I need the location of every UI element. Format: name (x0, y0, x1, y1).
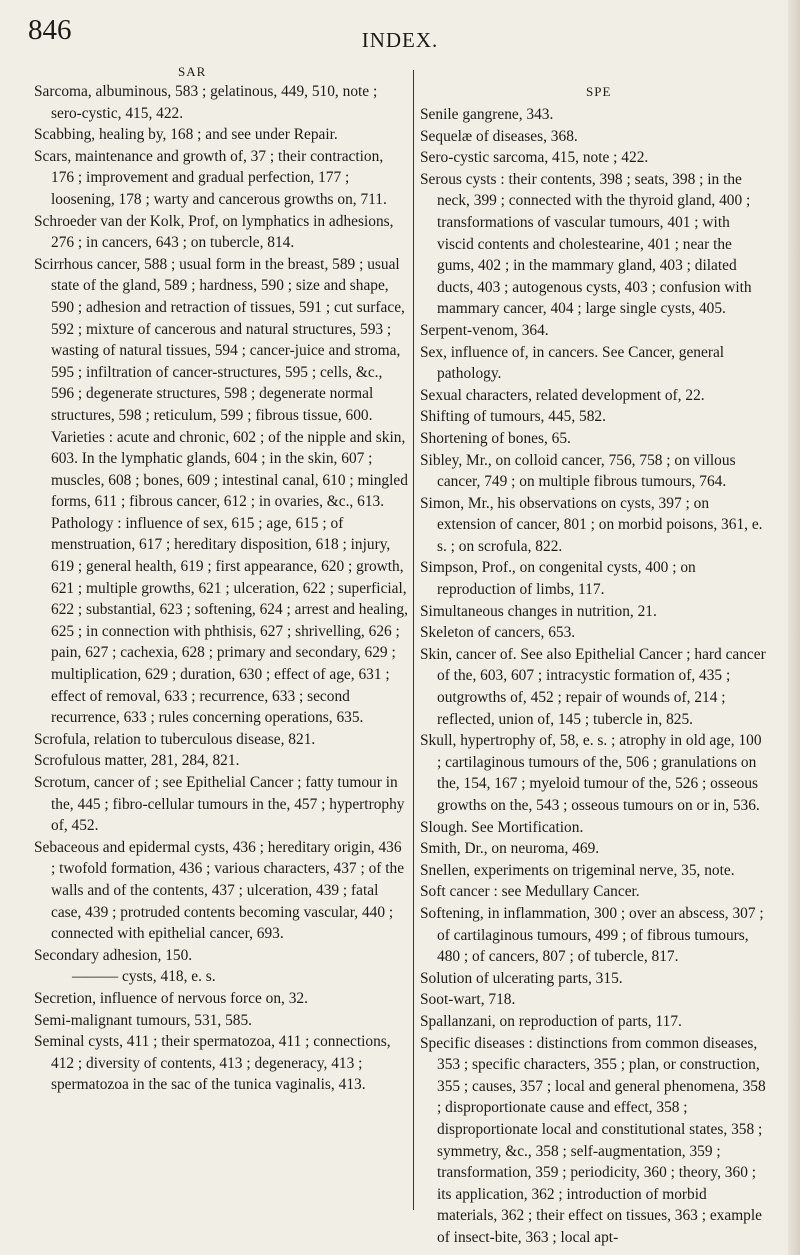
right-column (420, 104, 768, 1248)
index-entry: Sarcoma, albuminous, 583 ; gelatinous, 449, 510, note ; sero-cystic, 415, 422. (34, 83, 378, 122)
index-entry: Sexual characters, related development of, 22. (420, 386, 705, 404)
index-entry: Sero-cystic sarcoma, 415, note ; 422. (420, 149, 649, 167)
index-entry: Soot-wart, 718. (420, 991, 516, 1009)
left-column (34, 81, 408, 1096)
index-entry: Scrofulous matter, 281, 284, 821. (34, 752, 240, 770)
index-entry: Scars, maintenance and growth of, 37 ; their contraction, 176 ; improvement and gradual perfection, 177 ; loosening, 178 ; warty and cancerous growths on, 711. (34, 147, 387, 208)
index-entry: Secondary adhesion, 150. (34, 946, 193, 964)
index-entry: Scrotum, cancer of ; see Epithelial Cancer ; fatty tumour in the, 445 ; fibro-cellular tumours in the, 457 ; hypertrophy of, 452. (34, 774, 405, 835)
index-entry: Skeleton of cancers, 653. (420, 624, 576, 642)
index-entry: Spallanzani, on reproduction of parts, 117. (420, 1012, 682, 1030)
right-column-heading: SPE (586, 84, 612, 99)
index-entry: Schroeder van der Kolk, Prof, on lymphatics in adhesions, 276 ; in cancers, 643 ; on tubercle, 814. (34, 212, 394, 252)
index-entry: Specific diseases : distinctions from common diseases, 353 ; specific characters, 355 ; plan, or construction, 355 ; causes, 357 ; local and general phenomena, 358 ; disproportionate cause and effect, 358 ; disproportionate local and constitutional states, 358 ; symmetry, &c., 358 ; self-augmentation, 359 ; transformation, 359 ; periodicity, 360 ; theory, 360 ; its application, 362 ; introduction of morbid materials, 362 ; their effect on tissues, 363 ; example of insect-bite, 363 ; local apt- (420, 1034, 766, 1246)
column-divider (413, 70, 414, 1210)
page-title: INDEX. (361, 28, 439, 52)
index-entry: Shifting of tumours, 445, 582. (420, 408, 606, 426)
index-entry: Sibley, Mr., on colloid cancer, 756, 758 ; on villous cancer, 749 ; on multiple fibrous tumours, 764. (420, 451, 736, 491)
index-entry: Smith, Dr., on neuroma, 469. (420, 840, 600, 858)
index-entry: Simon, Mr., his observations on cysts, 397 ; on extension of cancer, 801 ; on morbid poisons, 361, e. s. ; on scrofula, 822. (420, 494, 763, 555)
index-entry: Sequelæ of diseases, 368. (420, 127, 578, 145)
index-entry: Skin, cancer of. See also Epithelial Cancer ; hard cancer of the, 603, 607 ; intracystic formation of, 435 ; outgrowths of, 452 ; repair of wounds of, 214 ; reflected, union of, 145 ; tubercle in, 825. (420, 645, 766, 728)
page-edge (788, 0, 800, 1255)
index-entry: Serpent-venom, 364. (420, 321, 549, 339)
index-entry: Scabbing, healing by, 168 ; and see under Repair. (34, 126, 338, 144)
index-entry: Scrofula, relation to tuberculous disease, 821. (34, 730, 316, 748)
index-entry: Seminal cysts, 411 ; their spermatozoa, 411 ; connections, 412 ; diversity of contents, 413 ; degeneracy, 413 ; spermatozoa in the sac of the tunica vaginalis, 413. (34, 1033, 391, 1094)
index-entry: Scirrhous cancer, 588 ; usual form in the breast, 589 ; usual state of the gland, 589 ; hardness, 590 ; size and shape, 590 ; adhesion and retraction of tissues, 591 ; cut surface, 592 ; mixture of cancerous and natural structures, 593 ; wasting of natural tissues, 594 ; cancer-juice and stroma, 595 ; infiltration of cancer-structures, 595 ; cells, &c., 596 ; degenerate structures, 598 ; degenerate normal structures, 598 ; reticulum, 599 ; fibrous tissue, 600. Varieties : acute and chronic, 602 ; of the nipple and skin, 603. In the lymphatic glands, 604 ; in the skin, 607 ; muscles, 608 ; bones, 609 ; intestinal canal, 610 ; mingled forms, 611 ; fibrous cancer, 612 ; in ovaries, &c., 613. Pathology : influence of sex, 615 ; age, 615 ; of menstruation, 617 ; hereditary disposition, 618 ; injury, 619 ; general health, 619 ; first appearance, 620 ; growth, 621 ; multiple growths, 621 ; ulceration, 622 ; superficial, 622 ; substantial, 623 ; softening, 624 ; arrest and healing, 625 ; in connection with phthisis, 627 ; shrivelling, 626 ; pain, 627 ; cachexia, 628 ; primary and secondary, 629 ; multiplication, 629 ; duration, 630 ; effect of age, 631 ; effect of removal, 633 ; recurrence, 633 ; second recurrence, 633 ; rules concerning operations, 635. (34, 255, 408, 727)
index-entry: Softening, in inflammation, 300 ; over an abscess, 307 ; of cartilaginous tumours, 499 ; of fibrous tumours, 480 ; of cancers, 807 ; of tubercle, 817. (420, 904, 764, 966)
page-number: 846 (28, 14, 72, 46)
index-entry: Semi-malignant tumours, 531, 585. (34, 1011, 253, 1029)
index-entry: Soft cancer : see Medullary Cancer. (420, 883, 640, 901)
index-entry: Solution of ulcerating parts, 315. (420, 969, 623, 987)
index-entry: Serous cysts : their contents, 398 ; seats, 398 ; in the neck, 399 ; connected with the thyroid gland, 400 ; transformations of vascular tumours, 401 ; with viscid contents and cholestearine, 401 ; near the gums, 402 ; in the mammary gland, 403 ; dilated ducts, 403 ; autogenous cysts, 403 ; confusion with mammary cancer, 404 ; large single cysts, 405. (420, 170, 752, 318)
index-entry: Simultaneous changes in nutrition, 21. (420, 602, 657, 620)
index-entry: Sebaceous and epidermal cysts, 436 ; hereditary origin, 436 ; twofold formation, 436 ; various characters, 437 ; of the walls and of the contents, 437 ; ulceration, 439 ; fatal case, 439 ; protruded contents becoming vascular, 440 ; connected with epithelial cancer, 693. (34, 838, 405, 943)
index-entry: Sex, influence of, in cancers. See Cancer, general pathology. (420, 343, 725, 383)
index-entry: Senile gangrene, 343. (420, 106, 554, 123)
index-entry: ——— cysts, 418, e. s. (72, 968, 216, 986)
index-entry: Slough. See Mortification. (420, 818, 584, 836)
index-entry: Snellen, experiments on trigeminal nerve, 35, note. (420, 861, 735, 879)
index-entry: Simpson, Prof., on congenital cysts, 400 ; on reproduction of limbs, 117. (420, 559, 696, 599)
index-entry: Skull, hypertrophy of, 58, e. s. ; atrophy in old age, 100 ; cartilaginous tumours of the, 506 ; granulations on the, 154, 167 ; myeloid tumour of the, 526 ; osseous growths on the, 543 ; osseous tumours on or in, 536. (420, 732, 762, 814)
index-entry: Secretion, influence of nervous force on, 32. (34, 989, 308, 1007)
index-entry: Shortening of bones, 65. (420, 429, 571, 447)
left-column-heading: SAR (178, 64, 207, 79)
